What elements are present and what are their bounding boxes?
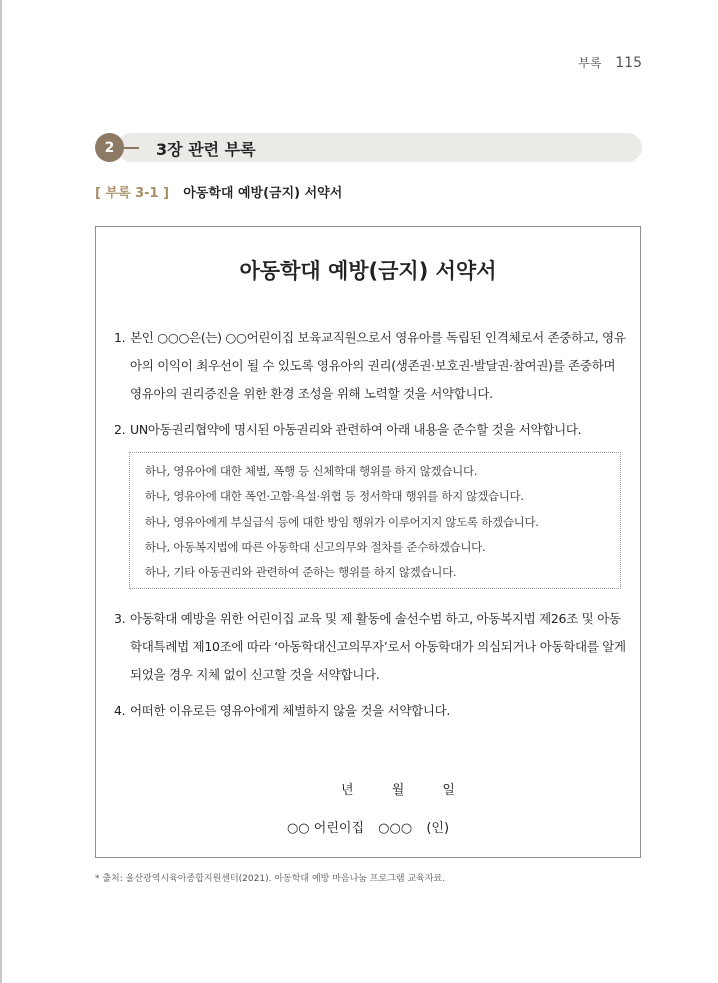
signature-center: ○○ 어린이집 [286, 821, 365, 836]
appendix-tag: [ 부록 3-1 ] [95, 186, 170, 201]
page-edge-rule [0, 0, 2, 983]
header-section: 부록 [578, 56, 602, 70]
signature-line [96, 817, 640, 836]
date-line [341, 779, 489, 798]
pledge-document [95, 226, 641, 858]
pledge-line: 하나, 영유아에게 부실급식 등에 대한 방임 행위가 이루어지지 않도록 하겠습니다. [145, 514, 539, 529]
section-number: 2 [95, 133, 124, 162]
date-month: 월 [391, 783, 405, 798]
date-year: 년 [341, 783, 354, 798]
pledge-list-box [129, 452, 621, 589]
item-text: UN아동권리협약에 명시된 아동권리와 관련하여 아래 내용을 준수할 것을 서약합니다. [130, 422, 582, 437]
pledge-line: 하나, 기타 아동권리와 관련하여 준하는 행위를 하지 않겠습니다. [145, 565, 457, 580]
pledge-line: 하나, 아동복지법에 따른 아동학대 신고의무와 절차를 준수하겠습니다. [145, 539, 486, 554]
item-number: 4. [114, 703, 126, 718]
section-title: 3장 관련 부록 [156, 140, 256, 159]
pledge-item-1 [114, 324, 629, 408]
appendix-name: 아동학대 예방(금지) 서약서 [183, 186, 343, 201]
source-footnote: * 출처: 울산광역시육아종합지원센터(2021). 아동학대 예방 마음나눔 프로그램 교육자료. [95, 874, 446, 884]
signature-seal: (인) [426, 821, 450, 836]
pledge-item-3 [114, 605, 629, 689]
section-heading [95, 133, 642, 163]
item-number: 1. [114, 330, 126, 345]
pledge-line: 하나, 영유아에 대한 폭언·고함·욕설·위협 등 정서학대 행위를 하지 않겠습니다. [145, 489, 524, 504]
pledge-line: 하나, 영유아에 대한 체벌, 폭행 등 신체학대 행위를 하지 않겠습니다. [145, 464, 478, 478]
document-title: 아동학대 예방(금지) 서약서 [239, 259, 497, 283]
appendix-caption [95, 182, 342, 201]
item-text: 본인 ○○○은(는) ○○어린이집 보육교직원으로서 영유아를 독립된 인격체로서 존중하고, 영유아의 이익이 최우선이 될 수 있도록 영유아의 권리(생존권·보호권·발달권·참여권)를 존중하며 영유아의 권리증진을 위한 환경 조성을 위해 노력할 것을 서약합니다. [130, 330, 626, 401]
date-day: 일 [442, 783, 455, 798]
signature-name: ○○○ [378, 821, 413, 836]
item-number: 2. [114, 422, 126, 437]
item-text: 어떠한 이유로든 영유아에게 체벌하지 않을 것을 서약합니다. [130, 703, 451, 718]
pledge-item-4 [114, 697, 629, 725]
pledge-item-2 [114, 416, 629, 444]
item-text: 아동학대 예방을 위한 어린이집 교육 및 제 활동에 솔선수범 하고, 아동복지법 제26조 및 아동학대특례법 제10조에 따라 ‘아동학대신고의무자’로서 아동학대가 의심되거나 아동학대를 알게 되었을 경우 지체 없이 신고할 것을 서약합니다. [130, 611, 626, 682]
page-number: 115 [615, 55, 642, 71]
running-header [578, 54, 642, 71]
item-number: 3. [114, 611, 126, 626]
